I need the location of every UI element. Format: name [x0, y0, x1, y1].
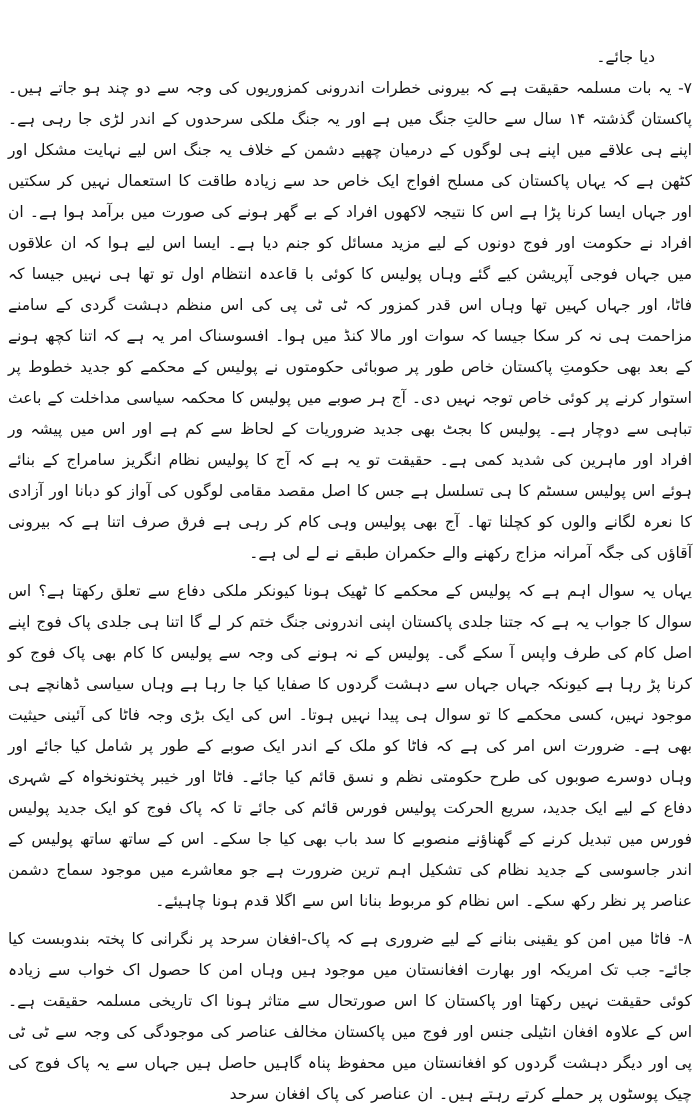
paragraph-continuation-line: دیا جائے۔ — [596, 48, 655, 66]
numbered-item-8: ۸- فاٹا میں امن کو یقینی بنانے کے لیے ضروری ہے کہ پاک-افغان سرحد پر نگرانی کا پختہ بندوبست کیا جائے- جب تک امریکہ اور بھارت افغانستان میں موجود ہیں وہاں امن کا حصول اک خواب سے زیادہ کوئی حقیقت نہیں رکھتا اور پاکستان کا اس صورتحال سے متاثر ہونا اک تاریخی مسلمہ حقیقت ہے۔ اس کے علاوہ افغان انٹیلی جنس اور فوج میں پاکستان مخالف عناصر کی موجودگی کی وجہ سے ٹی ٹی پی اور دیگر دہشت گردوں کو افغانستان میں محفوظ پناہ گاہیں حاصل ہیں جہاں سے یہ پاک فوج کی چیک پوسٹوں پر حملے کرتے رہتے ہیں۔ ان عناصر کی پاک افغان سرحد — [8, 930, 692, 1103]
numbered-item-7: ۷- یہ بات مسلمہ حقیقت ہے کہ بیرونی خطرات اندرونی کمزوریوں کی وجہ سے دو چند ہو جاتے ہیں۔ پاکستان گذشتہ ۱۴ سال سے حالتِ جنگ میں ہے اور یہ جنگ ملکی سرحدوں کے اندر لڑی جا رہی ہے۔ اپنے ہی علاقے میں اپنے ہی لوگوں کے درمیان چھپے دشمن کے خلاف یہ جنگ اس لیے نہایت مشکل اور کٹھن ہے کہ یہاں پاکستان کی مسلح افواج ایک خاص حد سے زیادہ طاقت کا استعمال نہیں کر سکتیں اور جہاں ایسا کرنا پڑا ہے اس کا نتیجہ لاکھوں افراد کے بے گھر ہونے کی صورت میں برآمد ہوا ہے۔ ان افراد نے حکومت اور فوج دونوں کے لیے مزید مسائل کو جنم دیا ہے۔ ایسا اس لیے ہوا کہ ان علاقوں میں جہاں فوجی آپریشن کیے گئے وہاں پولیس کا کوئی با قاعدہ انتظام اول تو تھا ہی نہیں جیسا کہ فاٹا، اور جہاں کہیں تھا وہاں اس قدر کمزور کہ ٹی ٹی پی کی اس منظم دہشت گردی کے سامنے مزاحمت ہی نہ کر سکا جیسا کہ سوات اور مالا کنڈ میں ہوا۔ افسوسناک امر یہ ہے کہ اتنا کچھ ہونے کے بعد بھی حکومتِ پاکستان خاص طور پر صوبائی حکومتوں نے پولیس کے محکمے کو جدید خطوط پر استوار کرنے پر کوئی خاص توجہ نہیں دی۔ آج ہر صوبے میں پولیس کا محکمہ سیاسی مداخلت کے باعث تباہی سے دوچار ہے۔ پولیس کا بجٹ بھی جدید ضروریات کے لحاظ سے کم ہے اور اس میں پیشہ ور افراد اور ماہرین کی شدید کمی ہے۔ حقیقت تو یہ ہے کہ آج کا پولیس نظام انگریز سامراج کے بنائے ہوئے اس پولیس سسٹم کا ہی تسلسل ہے جس کا اصل مقصد مقامی لوگوں کی آواز کو دبانا اور آزادی کا نعرہ لگانے والوں کو کچلنا تھا۔ آج بھی پولیس وہی کام کر رہی ہے فرق صرف اتنا ہے کہ بیرونی آقاؤں کی جگہ آمرانہ مزاج رکھنے والے حکمران طبقے نے لے لی ہے۔ — [7, 79, 692, 562]
paragraph-police-and-defence: یہاں یہ سوال اہم ہے کہ پولیس کے محکمے کا ٹھیک ہونا کیونکر ملکی دفاع سے تعلق رکھتا ہے؟ اس سوال کا جواب یہ ہے کہ جتنا جلدی پاکستان اپنی اندرونی جنگ ختم کر لے گا اتنا ہی جلدی پاک فوج اپنے اصل کام کی طرف واپس آ سکے گی۔ پولیس کے نہ ہونے کی وجہ سے پولیس کا کام بھی پاک فوج کو کرنا پڑ رہا ہے کیونکہ جہاں جہاں سے دہشت گردوں کا صفایا کیا جا رہا ہے وہاں سیاسی ڈھانچے ہی موجود نہیں، کسی محکمے کا تو سوال ہی پیدا نہیں ہوتا۔ اس کی ایک بڑی وجہ فاٹا کی آئینی حیثیت بھی ہے۔ ضرورت اس امر کی ہے کہ فاٹا کو ملک کے اندر ایک صوبے کے طور پر شامل کیا جائے اور وہاں دوسرے صوبوں کی طرح حکومتی نظم و نسق قائم کیا جائے۔ فاٹا اور خیبر پختونخواہ کے شہری دفاع کے لیے ایک جدید، سریع الحرکت پولیس فورس قائم کی جائے تا کہ پاک فوج کو ایک جدید پولیس فورس میں تبدیل کرنے کے گھناؤنے منصوبے کا سد باب بھی کیا جا سکے۔ اس کے ساتھ ساتھ پولیس کے اندر جاسوسی کے جدید نظام کی تشکیل اہم ترین ضرورت ہے جو معاشرے میں موجود سماج دشمن عناصر پر نظر رکھ سکے۔ اس نظام کو مربوط بنانا اس سے اگلا قدم ہونا چاہیئے۔ — [8, 582, 692, 910]
